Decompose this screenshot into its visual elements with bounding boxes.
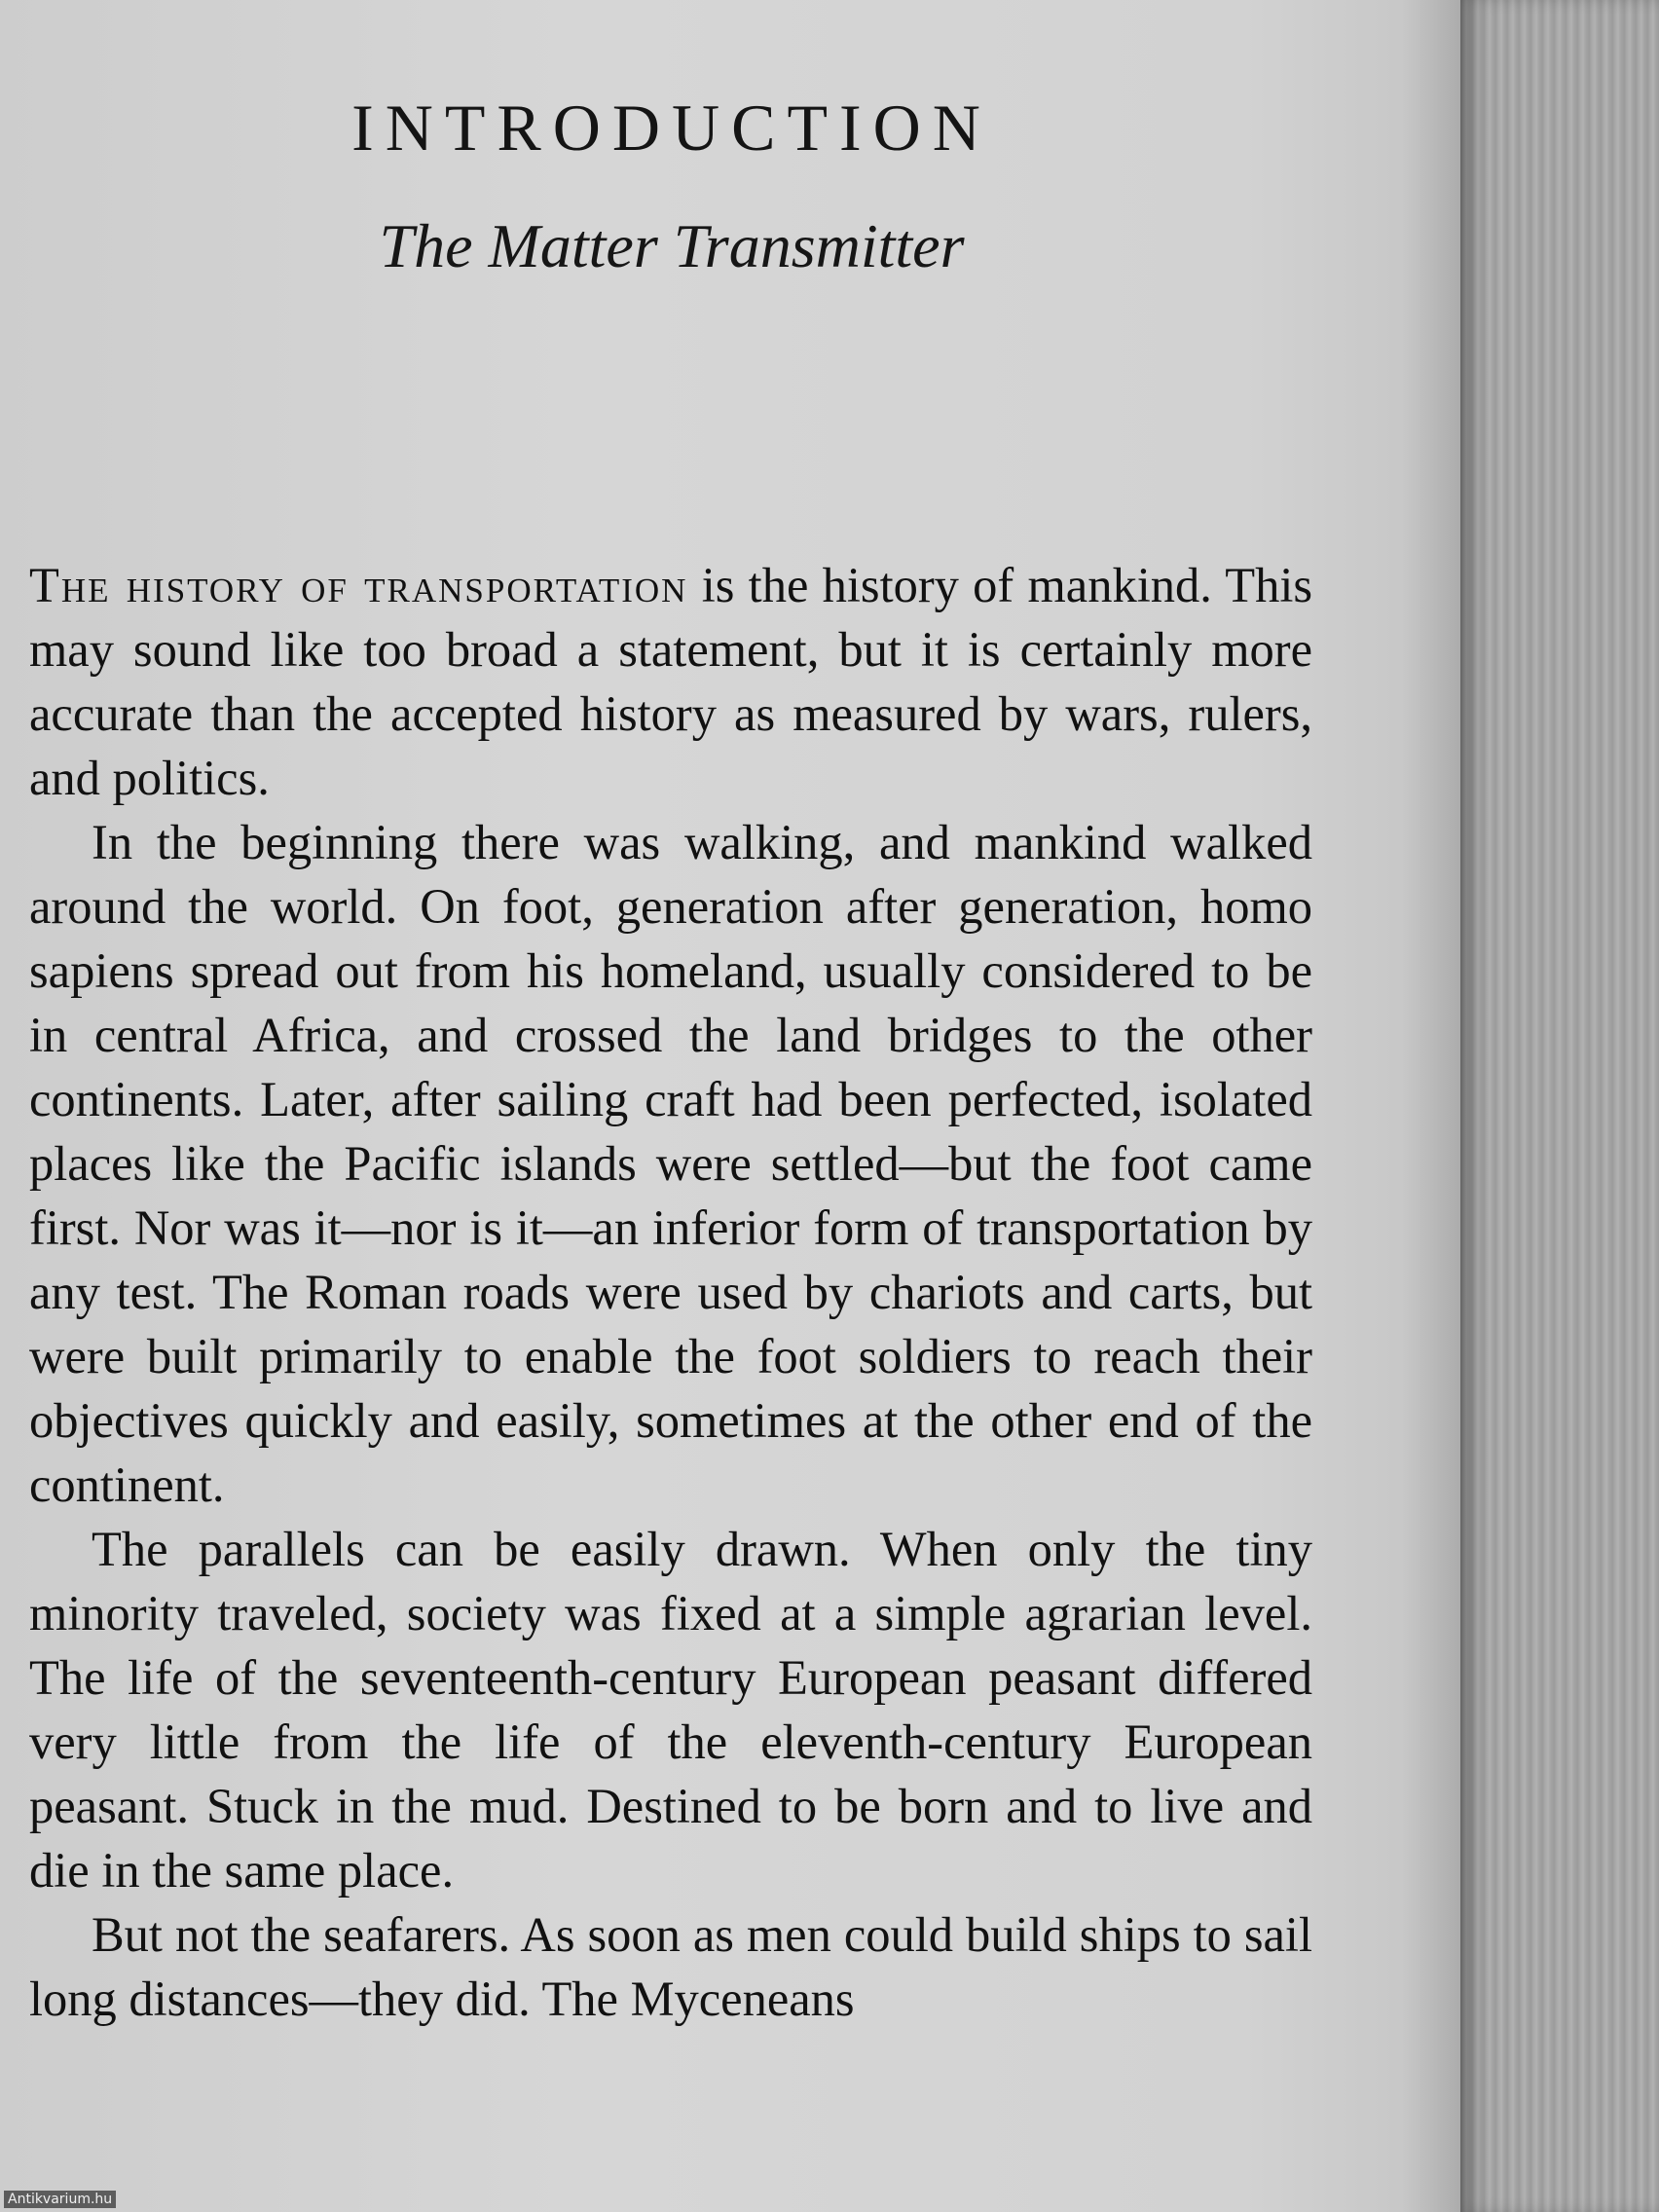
paragraph-4: But not the seafarers. As soon as men could build ships to sail long distances—they did. The Myceneans (29, 1907, 1312, 2026)
page-gutter-shadow (1402, 0, 1460, 2212)
body-text (29, 553, 1312, 2031)
chapter-subtitle: The Matter Transmitter (379, 211, 965, 280)
paragraph-2: In the beginning there was walking, and mankind walked around the world. On foot, generation after generation, homo sapiens spread out from his homeland, usually considered to be in central Africa, and crossed the land bridges to the other continents. Later, after sailing craft had been perfected, isolated places like the Pacific islands were settled—but the foot came first. Nor was it—nor is it—an inferior form of transportation by any test. The Roman roads were used by chariots and carts, but were built primarily to enable the foot soldiers to reach their objectives quickly and easily, sometimes at the other end of the continent. (29, 815, 1312, 1512)
watermark: Antikvarium.hu (4, 2191, 116, 2208)
paragraph-3: The parallels can be easily drawn. When only the tiny minority traveled, society was fixed at a simple agrarian level. The life of the seventeenth-century European peasant differed very little from the life of the eleventh-century European peasant. Stuck in the mud. Destined to be born and to live and die in the same place. (29, 1522, 1312, 1898)
paragraph-1-text: is the history of mankind. This may sound like too broad a statement, but it is certainly more accurate than the accepted history as measured by wars, rulers, and politics. (29, 558, 1313, 805)
page-edges (1460, 0, 1659, 2212)
paragraph-1 (29, 553, 1312, 810)
paragraph-1-lead: The history of transportation (29, 558, 688, 612)
chapter-title: INTRODUCTION (351, 91, 992, 165)
